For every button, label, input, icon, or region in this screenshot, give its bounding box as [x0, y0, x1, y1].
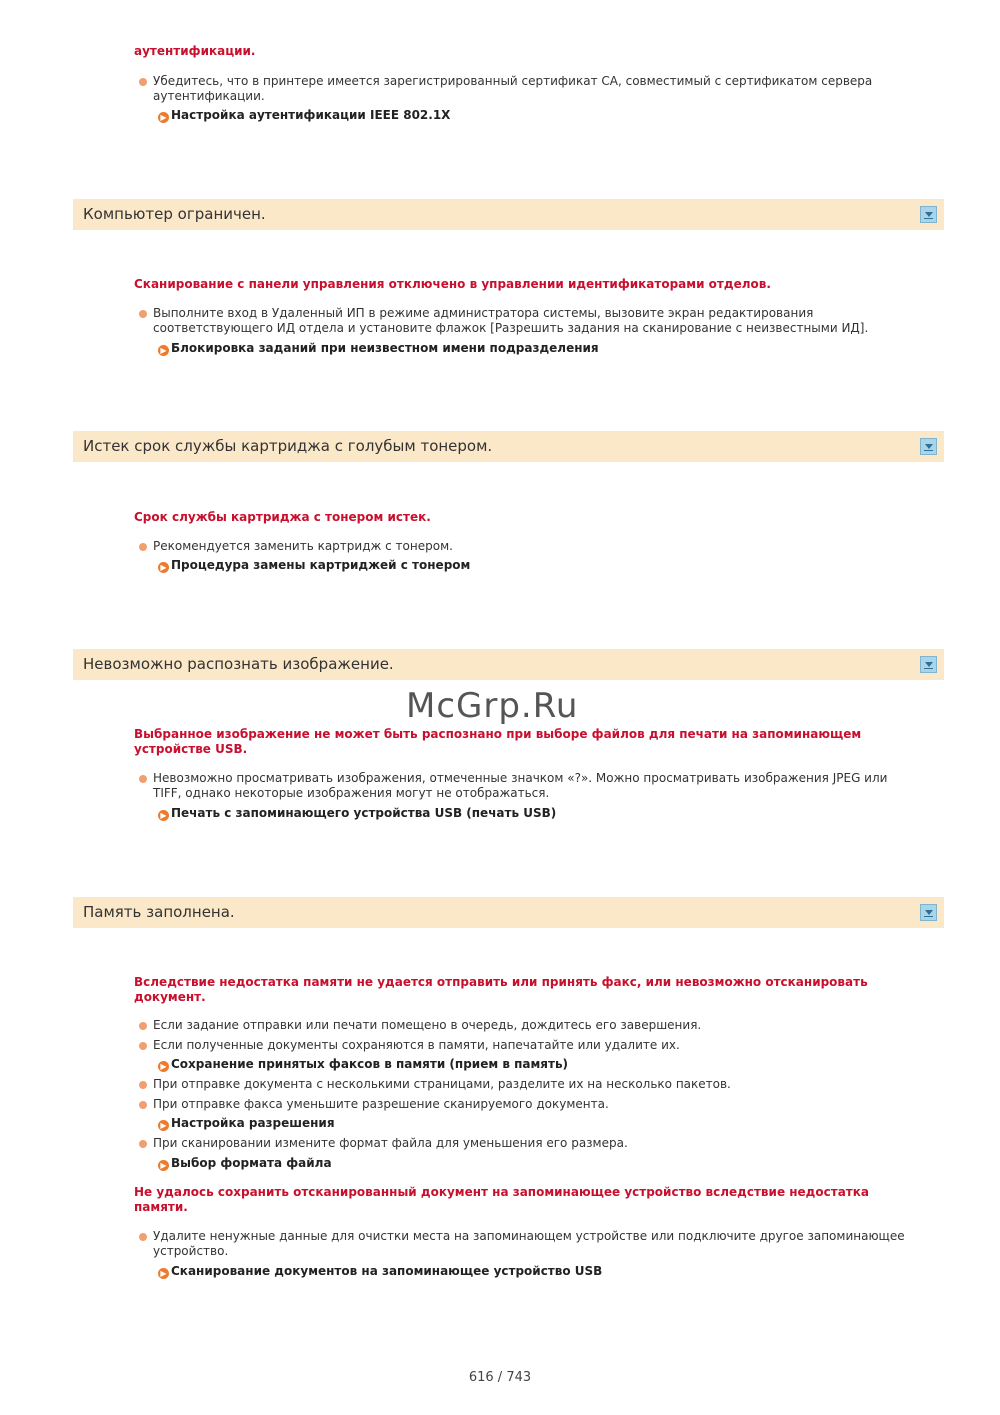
cause-heading: Сканирование с панели управления отключено в управлении идентификаторами отделов. [134, 277, 771, 291]
bullet-item [139, 306, 909, 336]
link-file-format[interactable] [158, 1156, 332, 1171]
link-text: Сохранение принятых факсов в памяти (прием в память) [171, 1057, 569, 1071]
bullet-icon [139, 78, 147, 86]
link-text: Выбор формата файла [171, 1156, 332, 1170]
arrow-right-icon: ▶ [158, 1160, 169, 1171]
bullet-icon [139, 310, 147, 318]
link-text: Настройка аутентификации IEEE 802.1X [171, 108, 451, 122]
bullet-text: Рекомендуется заменить картридж с тонером. [153, 539, 453, 553]
cause-heading: Не удалось сохранить отсканированный документ на запоминающее устройство вследствие недостатка памяти. [134, 1185, 869, 1214]
link-memory-receive[interactable] [158, 1057, 568, 1072]
bullet-text: При отправке документа с несколькими страницами, разделите их на несколько пакетов. [153, 1077, 731, 1091]
bullet-text: При сканировании измените формат файла для уменьшения его размера. [153, 1136, 628, 1150]
bullet-item [139, 1136, 909, 1151]
bullet-item [139, 771, 909, 801]
watermark: McGrp.Ru [406, 686, 579, 726]
bullet-item [139, 1018, 909, 1033]
section-header-memory-full[interactable] [73, 897, 944, 928]
bullet-icon [139, 1042, 147, 1050]
bullet-text: При отправке факса уменьшите разрешение сканируемого документа. [153, 1097, 609, 1111]
link-usb-print[interactable] [158, 806, 556, 821]
bullet-item [139, 1038, 909, 1053]
section-title: Компьютер ограничен. [83, 205, 266, 223]
bullet-item [139, 1077, 909, 1092]
bullet-text: Если задание отправки или печати помещено в очередь, дождитесь его завершения. [153, 1018, 702, 1032]
section-title: Истек срок службы картриджа с голубым тонером. [83, 437, 493, 455]
link-replace-toner[interactable] [158, 558, 470, 573]
bullet-icon [139, 1101, 147, 1109]
bullet-icon [139, 1233, 147, 1241]
arrow-right-icon: ▶ [158, 810, 169, 821]
bullet-text: Невозможно просматривать изображения, отмеченные значком «?». Можно просматривать изображения JPEG или TIFF, однако некоторые изображения могут не отображаться. [153, 771, 888, 800]
collapse-toggle-icon[interactable] [920, 206, 937, 223]
arrow-right-icon: ▶ [158, 1268, 169, 1279]
page-number: 616 / 743 [468, 1370, 532, 1385]
bullet-icon [139, 1081, 147, 1089]
section-title: Невозможно распознать изображение. [83, 655, 394, 673]
link-text: Процедура замены картриджей с тонером [171, 558, 471, 572]
arrow-right-icon: ▶ [158, 345, 169, 356]
link-text: Сканирование документов на запоминающее устройство USB [171, 1264, 603, 1278]
bullet-icon [139, 775, 147, 783]
bullet-item [139, 1097, 909, 1112]
link-ieee-8021x[interactable] [158, 108, 450, 123]
link-text: Блокировка заданий при неизвестном имени подразделения [171, 341, 599, 355]
arrow-right-icon: ▶ [158, 1120, 169, 1131]
arrow-right-icon: ▶ [158, 1061, 169, 1072]
bullet-text: Убедитесь, что в принтере имеется зарегистрированный сертификат CA, совместимый с сертификатом сервера аутентификации. [153, 74, 873, 103]
bullet-item [139, 74, 909, 104]
bullet-icon [139, 1022, 147, 1030]
section-title: Память заполнена. [83, 903, 235, 921]
cause-heading: Выбранное изображение не может быть распознано при выборе файлов для печати на запоминающем устройстве USB. [134, 727, 862, 756]
bullet-item [139, 1229, 909, 1259]
bullet-icon [139, 543, 147, 551]
cause-heading: Срок службы картриджа с тонером истек. [134, 510, 431, 524]
link-text: Настройка разрешения [171, 1116, 335, 1130]
bullet-text: Если полученные документы сохраняются в памяти, напечатайте или удалите их. [153, 1038, 680, 1052]
arrow-right-icon: ▶ [158, 562, 169, 573]
bullet-text: Удалите ненужные данные для очистки места на запоминающем устройстве или подключите другое запоминающее устройство. [153, 1229, 905, 1258]
link-resolution-settings[interactable] [158, 1116, 335, 1131]
collapse-toggle-icon[interactable] [920, 656, 937, 673]
collapse-toggle-icon[interactable] [920, 438, 937, 455]
arrow-right-icon: ▶ [158, 112, 169, 123]
link-text: Печать с запоминающего устройства USB (печать USB) [171, 806, 557, 820]
section-header-computer-restricted[interactable] [73, 199, 944, 230]
collapse-toggle-icon[interactable] [920, 904, 937, 921]
bullet-icon [139, 1140, 147, 1148]
link-unknown-department-block[interactable] [158, 341, 599, 356]
cause-heading: аутентификации. [134, 44, 256, 58]
section-header-cyan-toner[interactable] [73, 431, 944, 462]
link-scan-to-usb[interactable] [158, 1264, 602, 1279]
bullet-item [139, 539, 909, 554]
bullet-text: Выполните вход в Удаленный ИП в режиме администратора системы, вызовите экран редактирования соответствующего ИД отдела и установите флажок [Разрешить задания на сканирование с неизвестными ИД]. [153, 306, 869, 335]
cause-heading: Вследствие недостатка памяти не удается отправить или принять факс, или невозможно отсканировать документ. [134, 975, 868, 1004]
section-header-image-unrecognized[interactable] [73, 649, 944, 680]
